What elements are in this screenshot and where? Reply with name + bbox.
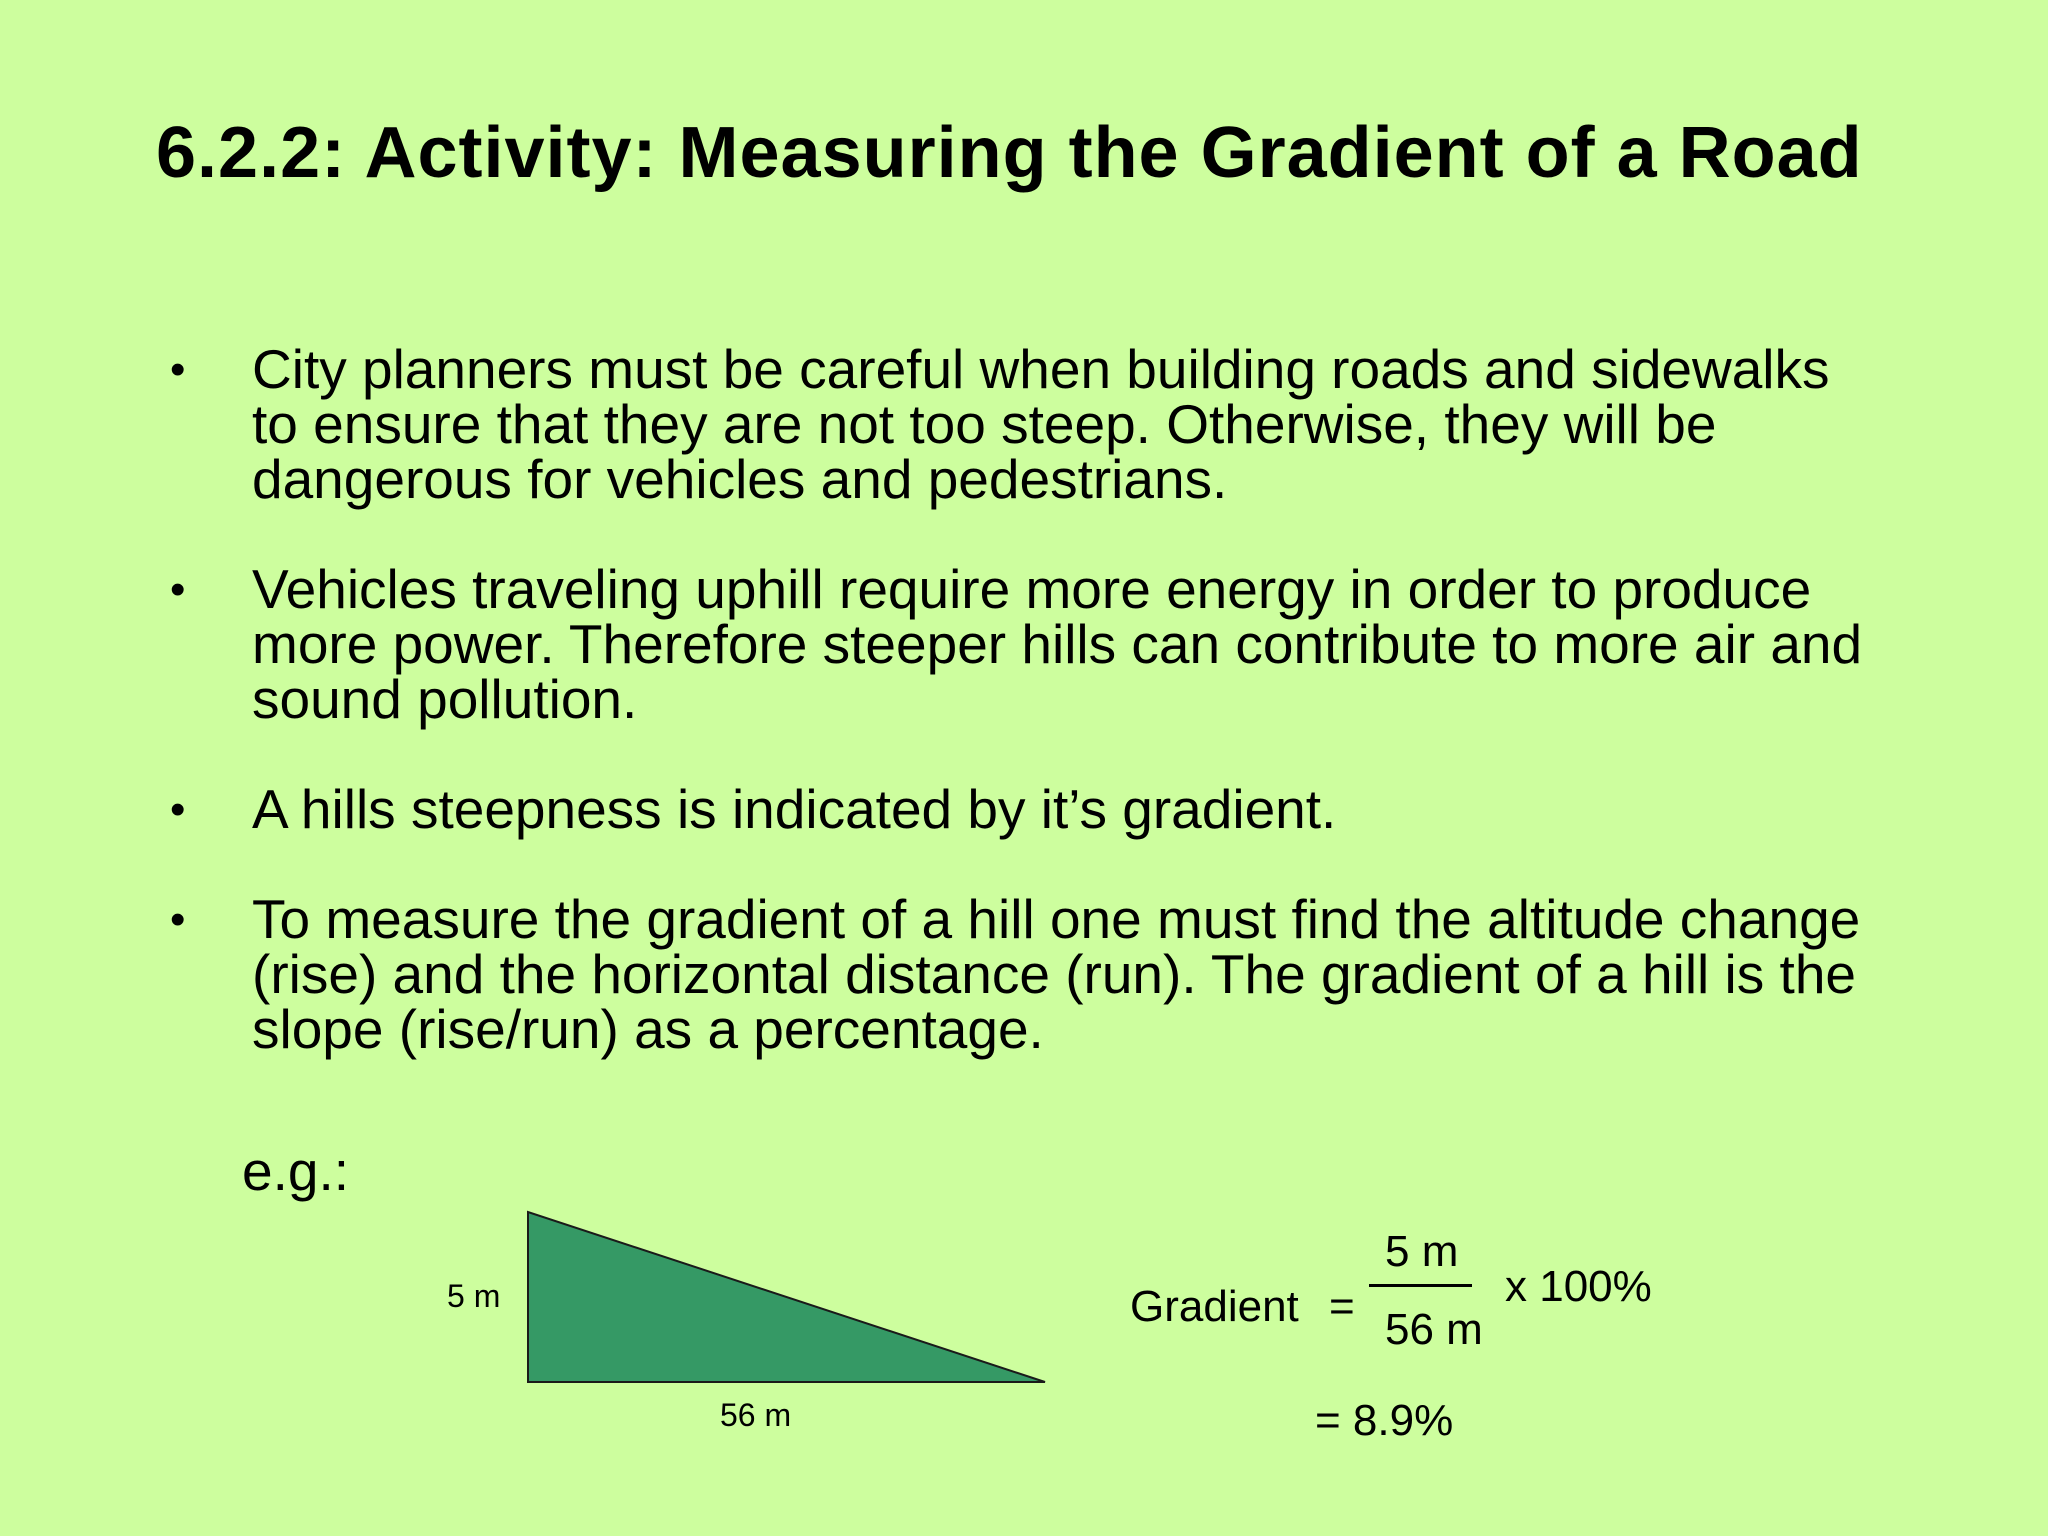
- bullet-dot: •: [170, 895, 186, 944]
- bullet-list: [170, 338, 1890, 1112]
- bullet-text: A hills steepness is indicated by it’s gradient.: [252, 778, 1337, 840]
- bullet-item: [170, 558, 1890, 730]
- fraction-bar: [1369, 1284, 1472, 1287]
- fraction-numerator: 5 m: [1385, 1227, 1459, 1276]
- rise-label: 5 m: [447, 1278, 501, 1314]
- gradient-result: = 8.9%: [1315, 1396, 1454, 1445]
- hill-triangle-diagram: [520, 1205, 1050, 1385]
- bullet-item: [170, 778, 1890, 840]
- bullet-text: City planners must be careful when building roads and sidewalks to ensure that they are not too steep. Otherwise, they will be dangerous for vehicles and pedestrians.: [252, 338, 1830, 510]
- run-label: 56 m: [720, 1397, 792, 1433]
- multiplier: x 100%: [1505, 1262, 1652, 1311]
- hill-triangle: [528, 1212, 1045, 1382]
- bullet-item: [170, 338, 1890, 510]
- bullet-item: [170, 888, 1890, 1060]
- example-label: e.g.:: [242, 1140, 350, 1202]
- fraction-denominator: 56 m: [1385, 1305, 1483, 1354]
- bullet-text: Vehicles traveling uphill require more energy in order to produce more power. Therefore steeper hills can contribute to more air and sound pollution.: [252, 558, 1863, 730]
- bullet-dot: •: [170, 345, 186, 394]
- equals-sign: =: [1329, 1282, 1355, 1331]
- bullet-dot: •: [170, 565, 186, 614]
- gradient-label: Gradient: [1130, 1282, 1299, 1331]
- bullet-text: To measure the gradient of a hill one must find the altitude change (rise) and the horizontal distance (run). The gradient of a hill is the slope (rise/run) as a percentage.: [252, 888, 1861, 1060]
- slide-title: 6.2.2: Activity: Measuring the Gradient of a Road: [156, 113, 1863, 193]
- bullet-dot: •: [170, 785, 186, 834]
